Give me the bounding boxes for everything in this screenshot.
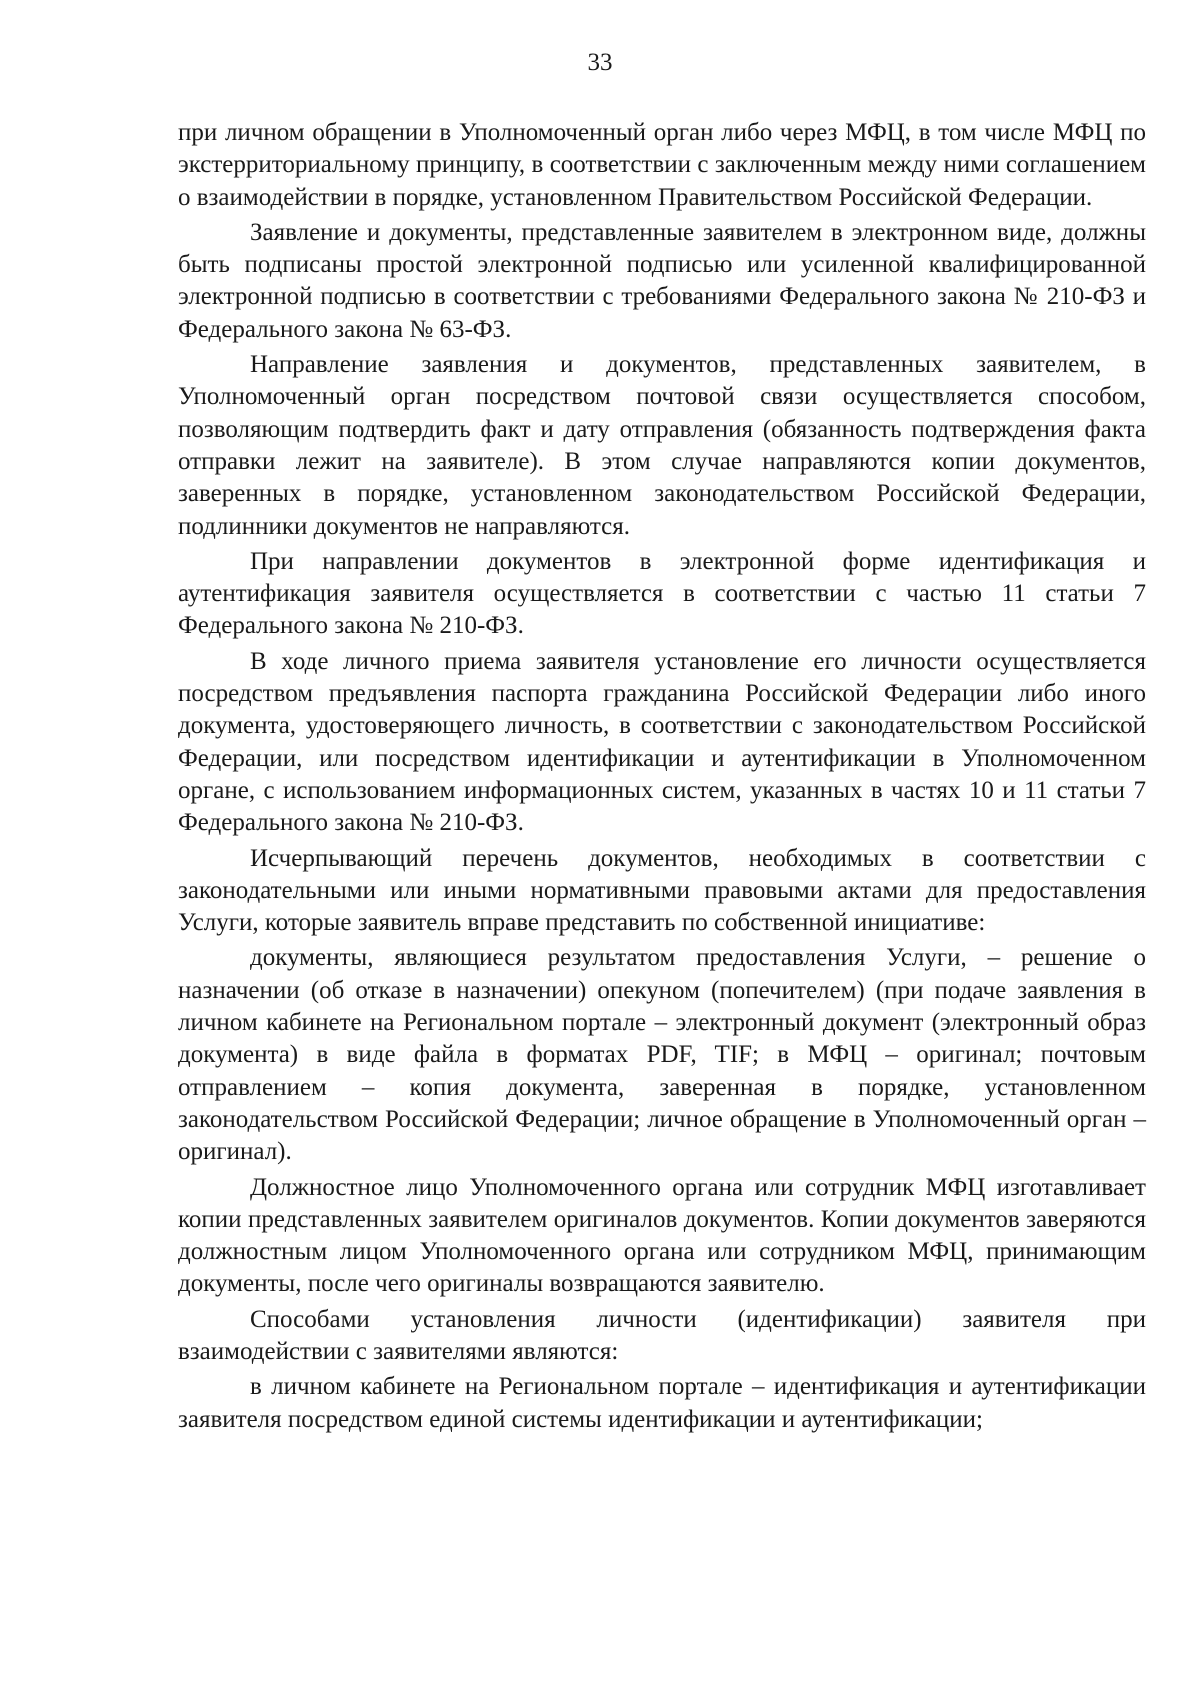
- paragraph-electronic-identification: При направлении документов в электронной форме идентификация и аутентификация заявителя осуществляется в соответствии с частью 11 статьи 7 Федерального закона № 210-ФЗ.: [178, 547, 1146, 640]
- paragraph-continuation: при личном обращении в Уполномоченный орган либо через МФЦ, в том числе МФЦ по экстерриториальному принципу, в соответствии с заключенным между ними соглашением о взаимодействии в порядке, установленном Правительством Российской Федерации.: [178, 119, 1146, 211]
- paragraph-service-result: документы, являющиеся результатом предоставления Услуги, – решение о назначении (об отказе в назначении) опекуном (попечителем) (при подаче заявления в личном кабинете на Региональном портале – электронный документ (электронный образ документа) в виде файла в форматах PDF, TIF; в МФЦ – оригинал; почтовым отправлением – копия документа, заверенная в порядке, установленном законодательством Российской Федерации; личное обращение в Уполномоченный орган – оригинал).: [178, 944, 1146, 1166]
- paragraph-identification-methods: Способами установления личности (идентификации) заявителя при взаимодействии с заявителями являются:: [178, 1305, 1146, 1365]
- paragraph-regional-portal: в личном кабинете на Региональном портале – идентификация и аутентификации заявителя посредством единой системы идентификации и аутентификации;: [178, 1373, 1146, 1433]
- paragraph-copies: Должностное лицо Уполномоченного органа или сотрудник МФЦ изготавливает копии представленных заявителем оригиналов документов. Копии документов заверяются должностным лицом Уполномоченного органа или сотрудником МФЦ, принимающим документы, после чего оригиналы возвращаются заявителю.: [178, 1173, 1146, 1298]
- paragraph-personal-reception: В ходе личного приема заявителя установление его личности осуществляется посредством предъявления паспорта гражданина Российской Федерации либо иного документа, удостоверяющего личность, в соответствии с законодательством Российской Федерации, или посредством идентификации и аутентификации в Уполномоченном органе, с использованием информационных систем, указанных в частях 10 и 11 статьи 7 Федерального закона № 210-ФЗ.: [178, 647, 1146, 837]
- page-number: 33: [587, 49, 613, 76]
- paragraph-postal-submission: Направление заявления и документов, представленных заявителем, в Уполномоченный орган посредством почтовой связи осуществляется способом, позволяющим подтвердить факт и дату отправления (обязанность подтверждения факта отправки лежит на заявителе). В этом случае направляются копии документов, заверенных в порядке, установленном законодательством Российской Федерации, подлинники документов не направляются.: [178, 351, 1146, 540]
- document-body: [178, 117, 1146, 1439]
- paragraph-document-list: Исчерпывающий перечень документов, необходимых в соответствии с законодательными или иными нормативными правовыми актами для предоставления Услуги, которые заявитель вправе представить по собственной инициативе:: [178, 844, 1146, 937]
- paragraph-electronic-signature: Заявление и документы, представленные заявителем в электронном виде, должны быть подписаны простой электронной подписью или усиленной квалифицированной электронной подписью в соответствии с требованиями Федерального закона № 210-ФЗ и Федерального закона № 63-ФЗ.: [178, 218, 1146, 343]
